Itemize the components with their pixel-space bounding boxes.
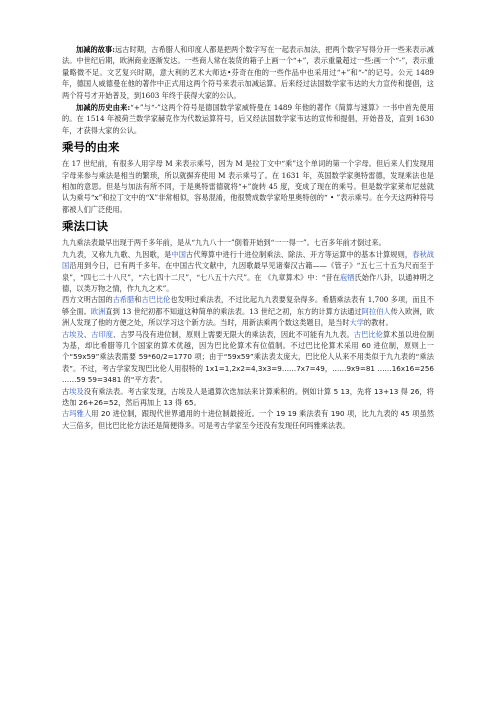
link-china[interactable]: 中国 [171, 249, 187, 259]
text-run: 的教材。 [363, 318, 393, 328]
history-text: “+”与“-”这两个符号是德国数学家威特曼在 1489 年他的著作《简算与速算》一书中首先使用的。在 1514 年被荷兰数学家赫克作为代数运算符号，后又经法国数学家韦达的宣传和提倡，开始普及，直到 1630 年，才获得大家的公认。 [62, 103, 435, 135]
link-university[interactable]: 大学 [349, 318, 364, 328]
text-run: 算术虽以进位制为基，却比希腊等几个国家的算术优越，因为巴比伦算术有位值制。不过巴比伦算术采用 60 进位制，原则上一个“59x59”乘法表需要 59*60/2=1770 项；由于“59x59”乘法表太庞大，巴比伦人从来不用类似于九九表的“乘法表”。不过，考古学家发现巴比伦人用很特的 1x1=1,2x2=4,3x3=9……7x7=49，……9x9=81 ……16x16=256 ……59 59=3481 的“平方表”。 [62, 329, 434, 385]
text-run: 直到 13 世纪初都不知道这种简单的乘法表。13 世纪之初，东方的计算方法通过 [105, 306, 362, 316]
addition-subtraction-history-paragraph [62, 102, 434, 136]
link-arabs[interactable]: 阿拉伯人 [361, 306, 391, 316]
jiujiu-paragraph [62, 249, 434, 295]
link-ancient-egypt[interactable]: 古埃及 [62, 329, 84, 339]
heading-multiplication-table: 乘法口诀 [62, 219, 108, 234]
link-europe[interactable]: 欧洲 [90, 306, 106, 316]
text-run: 没有乘法表。考古家发现，古埃及人是通算次迭加法来计算乘积的。例如计算 5 13，先将 13+13 得 26，将迭加 26+26=52，然后再加上 13 得 65。 [62, 386, 434, 407]
link-babylon[interactable]: 古巴比伦 [141, 295, 171, 305]
link-ancient-india[interactable]: 古印度 [91, 329, 114, 339]
link-babylon-2[interactable]: 古巴比伦 [353, 329, 383, 339]
text-run: 九九表，又称九九歌、九因歌，是 [62, 249, 172, 259]
text-run: 沿用到今日，已有两千多年。在中国古代文献中，九因歌最早见诸秦汉古籍——《管子》“五七三十五为尺而至于泉”，“四七二十八尺”，“六七四十二尺”，“七八五十六尺”。在 《九章算术》中：“昔在 [62, 261, 434, 282]
multiplication-table-section [62, 237, 434, 431]
text-run: 西方文明古国的 [62, 295, 113, 305]
document-page [62, 44, 434, 431]
text-run: 、 [83, 329, 92, 339]
link-maya[interactable]: 古玛雅人 [62, 409, 92, 419]
text-run: 和 [134, 295, 142, 305]
western-civilizations-paragraph [62, 294, 434, 328]
story-lead: 加减的故事: [76, 45, 115, 54]
heading-multiplication-sign: 乘号的由来 [62, 140, 120, 155]
text-run: 传入欧洲，欧洲人发现了他的方便之处，所以学习这个新方法。当时，用新法乘两个数这类题目，是当时 [62, 306, 434, 328]
text-run: 、古罗马没有进位制，原则上需要无限大的乘法表，因此不可能有九九表。 [113, 329, 354, 339]
text-run: 氏始作八卦，以通神明之德，以类万物之情，作九九之术”。 [62, 272, 434, 293]
text-run: 用 20 进位制，跟现代世界通用的十进位制最接近。一个 19 19 乘法表有 190 项，比九九表的 45 项虽然大三倍多，但比巴比伦方法还是简便得多。可是考古学家至今还没有发现任何玛雅乘法表。 [62, 409, 434, 430]
text-run: 古 [62, 386, 70, 396]
link-chunqiu-zhanguo[interactable]: 春秋战国 [62, 249, 434, 271]
story-text: 远古时期，古希腊人和印度人都是把两个数字写在一起表示加法，把两个数字写得分开一些来表示减法。中世纪后期，欧洲商业逐渐发达。一些商人常在装货的箱子上画一个“+”，表示重量超过一些;画一个“-”，表示重量略微不足。文艺复兴时期，意大利的艺术大师达•芬奇在他的一些作品中也采用过“+”和“-”的记号。公元 1489 年，德国人威德曼在他的著作中正式用这两个符号来表示加减运算。后来经过法国数学家韦达的大力宣传和提倡，这两个符号才开始普及，到1603 年终于获得大家的公认。 [62, 45, 434, 100]
babylon-paragraph [62, 329, 434, 386]
maya-paragraph [62, 408, 434, 431]
multiplication-sign-paragraph: 在 17 世纪前，有很多人用字母 M 来表示乘号，因为 M 是拉丁文中“乘”这个单词的第一个字母。但后来人们发现用字母来参与乘法是相当的繁琐，所以就摒弃使用 M 表示乘号了。在 1631 年，英国数学家奥特雷德，发现乘法也是相加的意思。但是与加法有所不同，于是奥特雷德就将“+”旋转 45 度，变成了现在的乘号。但是数学家莱布尼兹就认为乘号“x”和拉丁文中的“X”非常相似，容易混淆，他很赞成数学家哈里奥特创的“ • ”表示乘号。在今天这两种符号都被人们广泛使用。 [62, 159, 434, 214]
history-lead: 加减的历史由来: [76, 103, 131, 113]
egypt-paragraph [62, 386, 434, 409]
addition-subtraction-story-paragraph [62, 44, 434, 101]
text-run: 古代筹算中进行十进位制乘法、除法、开方等运算中的基本计算规则， [186, 249, 413, 259]
link-ancient-greece[interactable]: 古希腊 [112, 295, 135, 305]
link-paoxi[interactable]: 庖牺 [340, 272, 355, 282]
link-egypt[interactable]: 埃及 [69, 386, 84, 396]
text-run: 也发明过乘法表，不过比起九九表要复杂得多。希腊乘法表有 1,700 多项，而且不够全面。 [62, 295, 434, 316]
table-origin-paragraph: 九九乘法表最早出现于两千多年前，是从“九九八十一”倒着开始到“一一得一”。七百多年前才倒过来。 [62, 238, 386, 248]
